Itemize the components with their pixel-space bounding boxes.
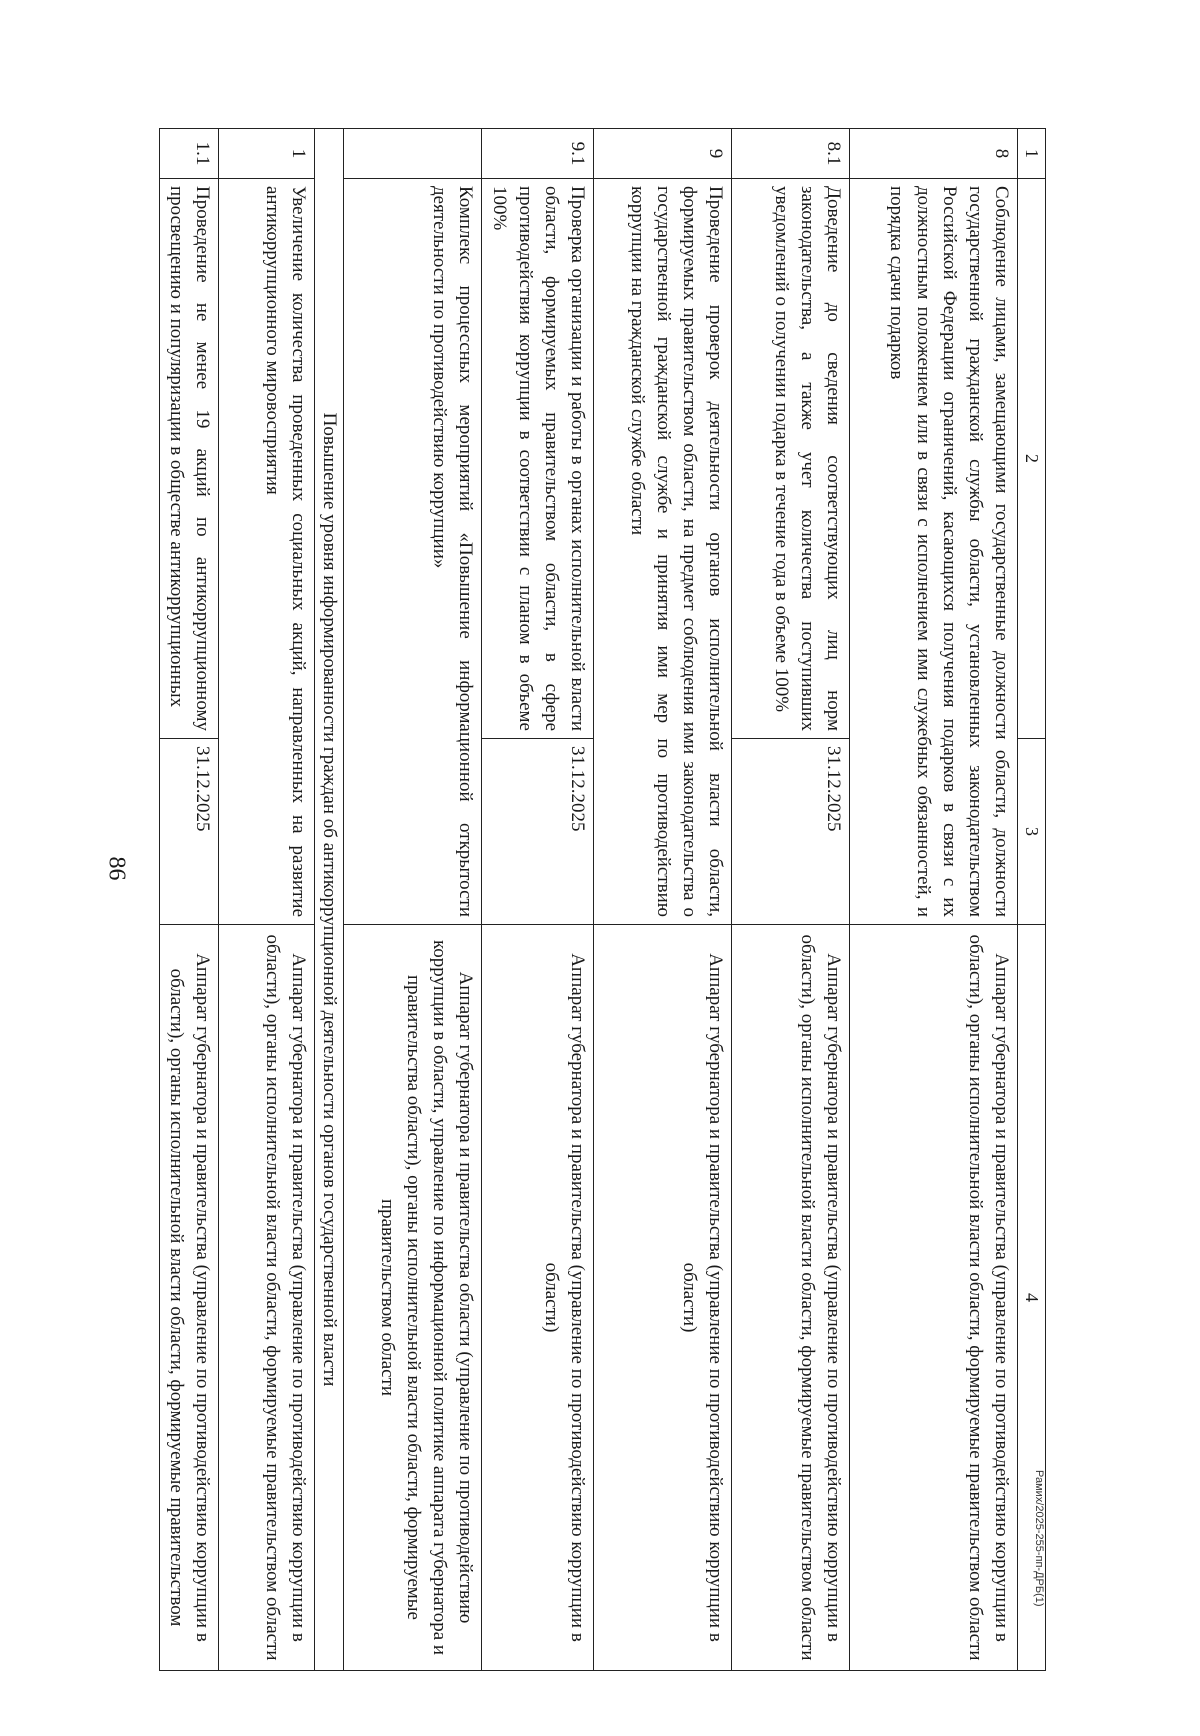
plan-table: [159, 128, 1046, 1671]
responsible-cell: Аппарат губернатора и правительства (управление по противодействию коррупции в области): [594, 925, 732, 1671]
header-cell-1: 1: [1018, 129, 1046, 179]
row-number: 1: [219, 129, 315, 179]
header-cell-4: 4: [1018, 925, 1046, 1671]
table-row: [159, 129, 218, 1671]
table-row: [732, 129, 850, 1671]
responsible-cell: Аппарат губернатора и правительства (управление по противодействию коррупции в области), органы исполнительной власти области, формируемые правительством области: [732, 925, 850, 1671]
header-cell-3: 3: [1018, 739, 1046, 925]
responsible-cell: Аппарат губернатора и правительства (управление по противодействию коррупции в области), органы исполнительной власти области, формируемые правительством области: [219, 925, 315, 1671]
header-cell-2: 2: [1018, 179, 1046, 739]
row-number: [344, 129, 482, 179]
date-cell: 31.12.2025: [159, 739, 218, 925]
task-cell: Комплекс процессных мероприятий «Повышение информационной открытости деятельности по противодействию коррупции»: [344, 179, 482, 925]
row-number: 9.1: [482, 129, 594, 179]
document-stamp: Рамих/2025-255-пп-ДРБ(1): [1033, 1470, 1045, 1607]
task-cell: Проведение проверок деятельности органов исполнительной власти области, формируемых правительством области, на предмет соблюдения ими законодательства о государственной гражданской службе и принятия ими мер по противодействию коррупции на гражданской службе области: [594, 179, 732, 925]
table-row: [219, 129, 315, 1671]
task-cell: Проверка организации и работы в органах исполнительной власти области, формируемых правительством области, в сфере противодействия коррупции в соответствии с планом в объеме 100%: [482, 179, 594, 739]
row-number: 8.1: [732, 129, 850, 179]
responsible-cell: Аппарат губернатора и правительства (управление по противодействию коррупции в области): [482, 925, 594, 1671]
table-header-row: [1018, 129, 1046, 1671]
table-row: [594, 129, 732, 1671]
table-wrapper: [165, 128, 1046, 1670]
table-row: [482, 129, 594, 1671]
section-row: [315, 129, 344, 1671]
row-number: 1.1: [159, 129, 218, 179]
page-number: 86: [103, 856, 130, 881]
rotated-table-container: [165, 128, 1046, 1670]
date-cell: 31.12.2025: [732, 739, 850, 925]
task-cell: Увеличение количества проведенных социальных акций, направленных на развитие антикоррупционного мировосприятия: [219, 179, 315, 925]
responsible-cell: Аппарат губернатора и правительства (управление по противодействию коррупции в области), органы исполнительной власти области, формируемые правительством области: [850, 925, 1018, 1671]
table-row: [850, 129, 1018, 1671]
task-cell: Доведение до сведения соответствующих лиц норм законодательства, а также учет количества поступивших уведомлений о получении подарка в течение года в объеме 100%: [732, 179, 850, 739]
row-number: 9: [594, 129, 732, 179]
table-row: [344, 129, 482, 1671]
date-cell: 31.12.2025: [482, 739, 594, 925]
section-title: Повышение уровня информированности граждан об антикоррупционной деятельности органов государственной власти: [315, 129, 344, 1671]
responsible-cell: Аппарат губернатора и правительства области (управление по противодействию коррупции в области, управление по информационной политике аппарата губернатора и правительства области), органы исполнительной власти области, формируемые правительством области: [344, 925, 482, 1671]
row-number: 8: [850, 129, 1018, 179]
task-cell: Соблюдение лицами, замещающими государственные должности области, должности государственной гражданской службы области, установленных законодательством Российской Федерации ограничений, касающихся получения подарков в связи с их должностным положением или в связи с исполнением ими служебных обязанностей, и порядка сдачи подарков: [850, 179, 1018, 925]
task-cell: Проведение не менее 19 акций по антикоррупционному просвещению и популяризации в обществе антикоррупционных: [159, 179, 218, 739]
responsible-cell: Аппарат губернатора и правительства (управление по противодействию коррупции в области), органы исполнительной власти области, формируемые правительством: [159, 925, 218, 1671]
